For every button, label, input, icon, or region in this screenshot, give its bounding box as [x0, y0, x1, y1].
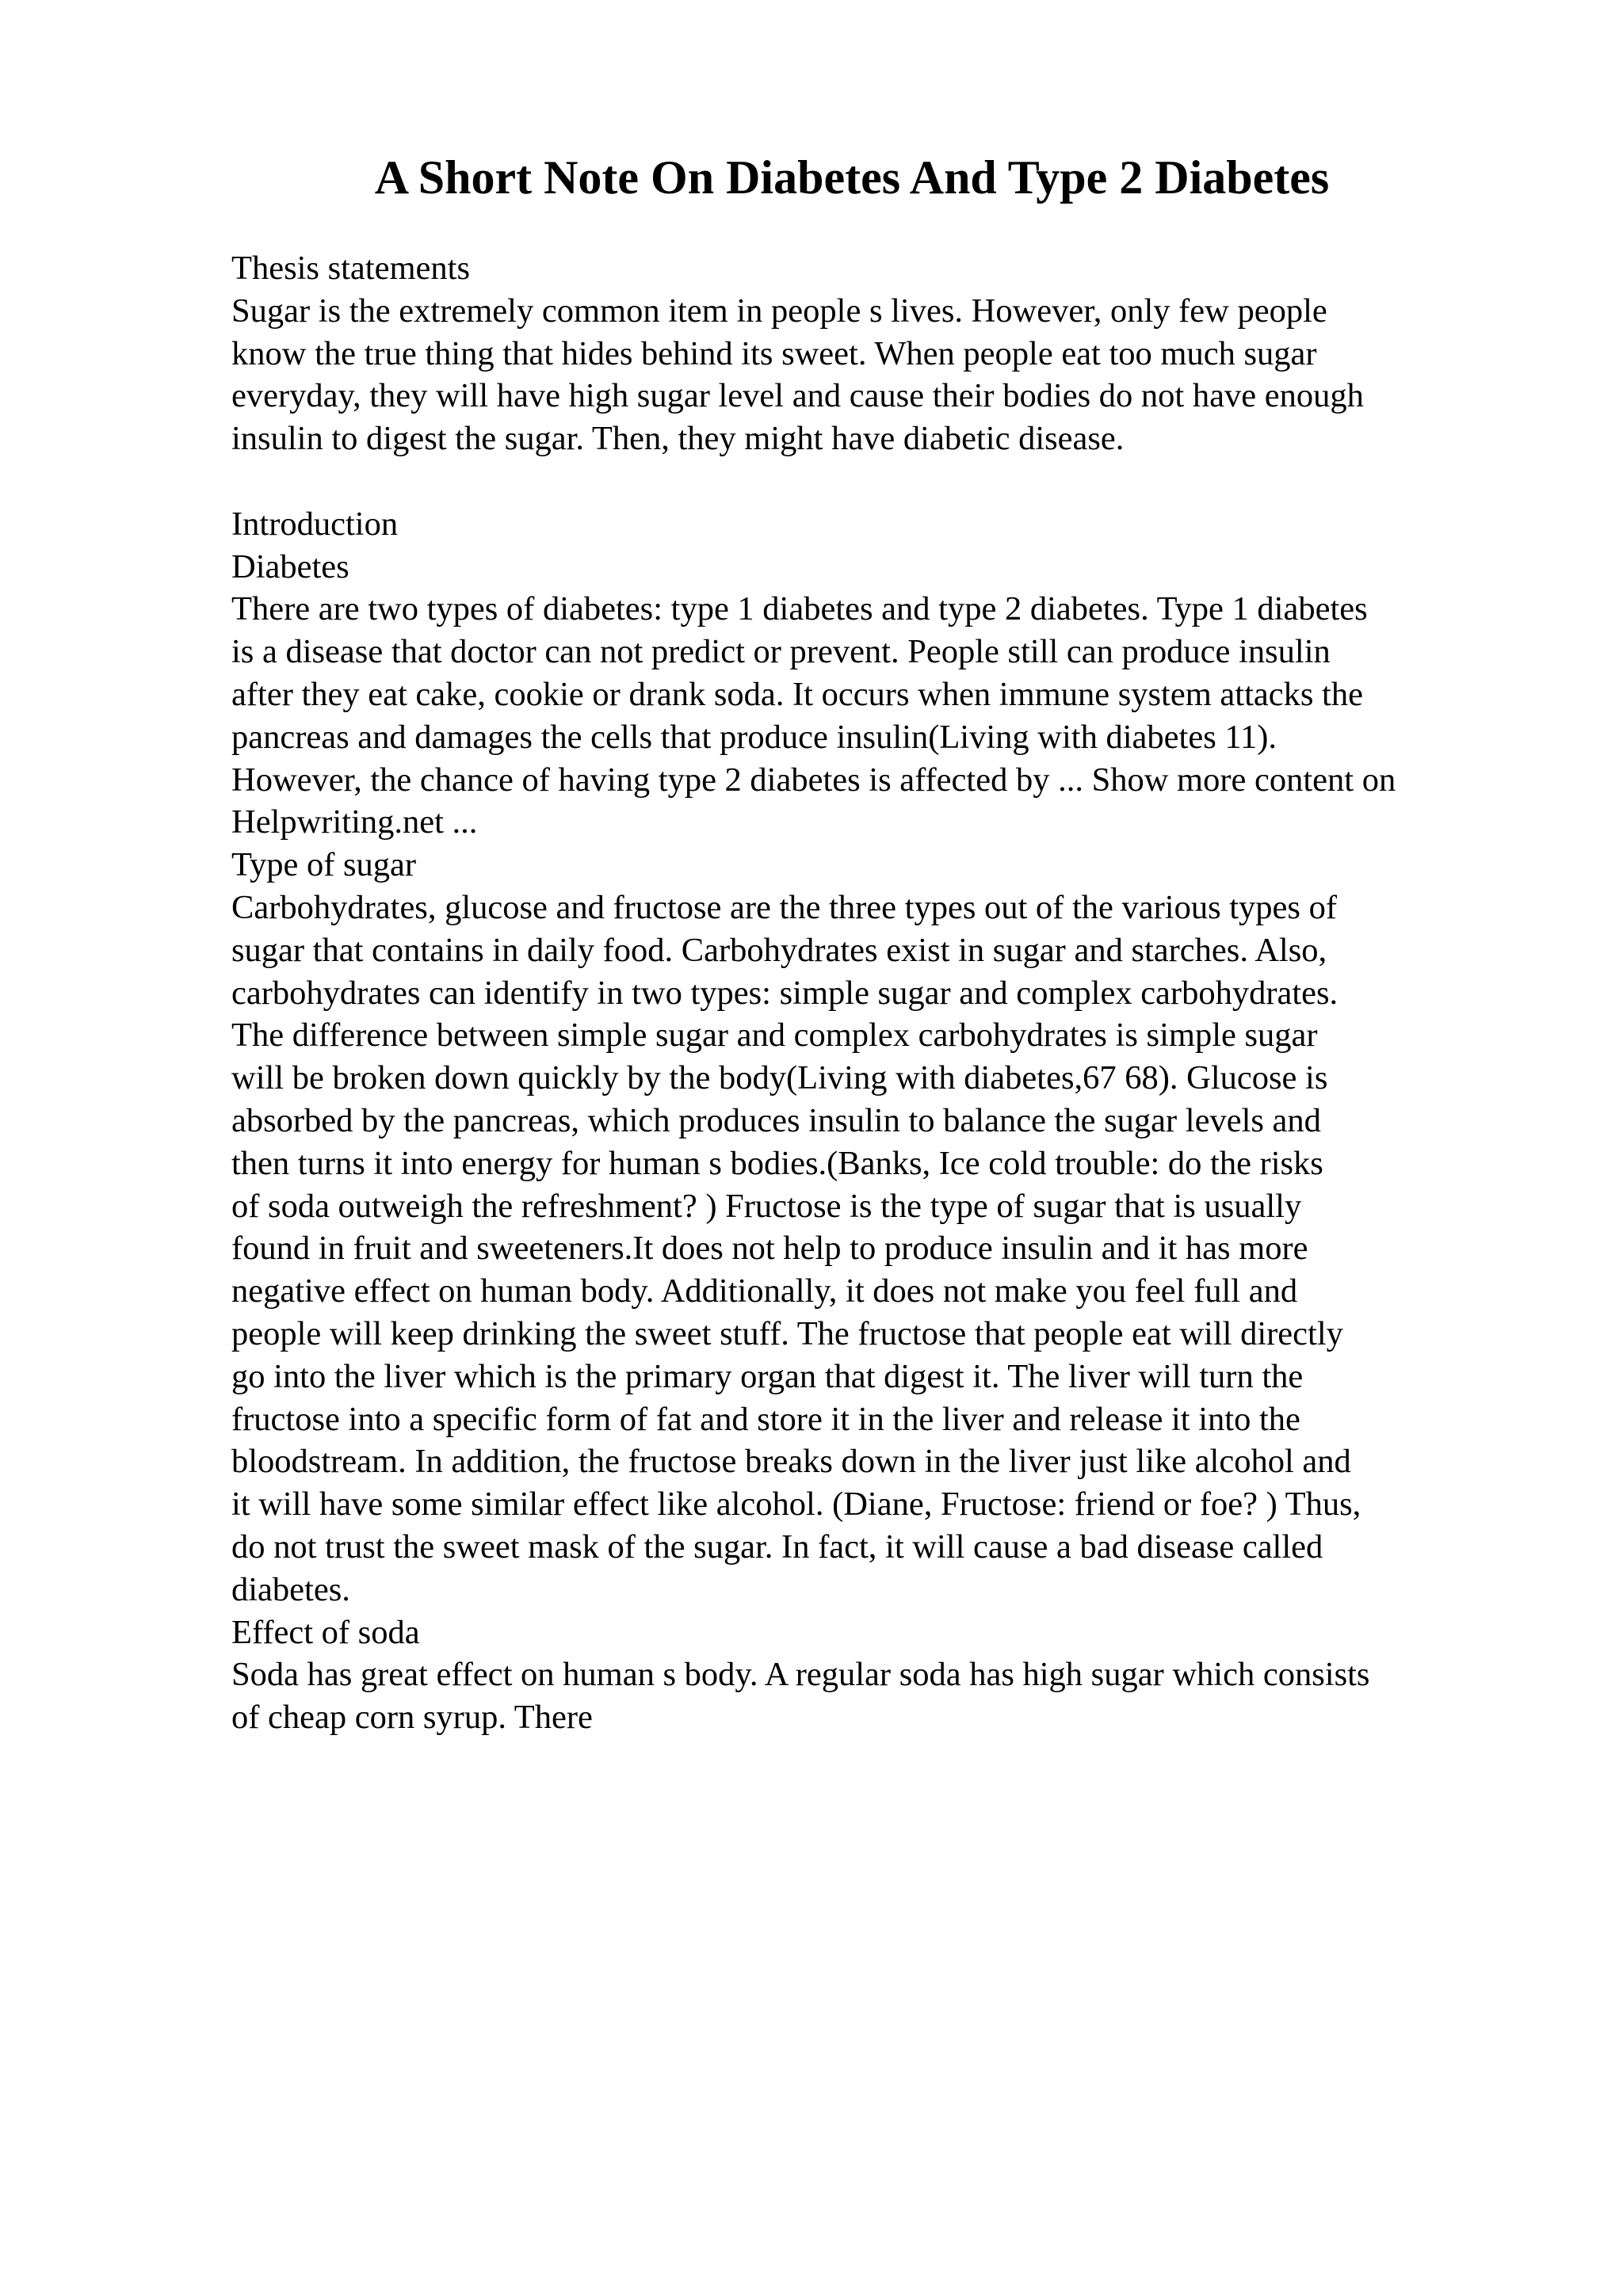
text-line: bloodstream. In addition, the fructose breaks down in the liver just like alcohol and [231, 1443, 1351, 1481]
text-line: it will have some similar effect like alcohol. (Diane, Fructose: friend or foe? ) Thus, [231, 1486, 1361, 1524]
text-line: sugar that contains in daily food. Carbohydrates exist in sugar and starches. Also, [231, 931, 1327, 969]
text-line: is a disease that doctor can not predict or prevent. People still can produce insulin [231, 633, 1331, 671]
text-line: fructose into a specific form of fat and store it in the liver and release it into the [231, 1400, 1300, 1438]
text-line: insulin to digest the sugar. Then, they might have diabetic disease. [231, 420, 1125, 458]
text-line: found in fruit and sweeteners.It does not help to produce insulin and it has more [231, 1230, 1308, 1268]
text-line: absorbed by the pancreas, which produces insulin to balance the sugar levels and [231, 1101, 1321, 1139]
text-line: The difference between simple sugar and complex carbohydrates is simple sugar [231, 1016, 1318, 1055]
text-line: Diabetes [231, 547, 349, 585]
text-line: Effect of soda [231, 1613, 420, 1651]
document-body [231, 247, 1547, 1739]
text-line: people will keep drinking the sweet stuff. The fructose that people eat will directly [231, 1314, 1343, 1352]
text-line: of cheap corn syrup. There [231, 1699, 593, 1737]
text-line: Helpwriting.net ... [231, 803, 478, 841]
text-line: Soda has great effect on human s body. A regular soda has high sugar which consists [231, 1656, 1370, 1694]
text-line: There are two types of diabetes: type 1 diabetes and type 2 diabetes. Type 1 diabetes [231, 590, 1368, 628]
text-line: Carbohydrates, glucose and fructose are the three types out of the various types of [231, 888, 1337, 926]
text-line: Thesis statements [231, 250, 470, 287]
text-line: go into the liver which is the primary organ that digest it. The liver will turn the [231, 1357, 1304, 1395]
text-line: diabetes. [231, 1570, 350, 1608]
text-line: Introduction [231, 505, 399, 543]
document-title: A Short Note On Diabetes And Type 2 Diabetes [374, 151, 1330, 204]
text-line: then turns it into energy for human s bodies.(Banks, Ice cold trouble: do the risks [231, 1144, 1323, 1182]
text-line: Sugar is the extremely common item in people s lives. However, only few people [231, 292, 1327, 330]
blank-line [231, 460, 1547, 503]
text-line: know the true thing that hides behind its sweet. When people eat too much sugar [231, 334, 1317, 372]
text-line: will be broken down quickly by the body(Living with diabetes,67 68). Glucose is [231, 1059, 1328, 1097]
text-line: everyday, they will have high sugar level and cause their bodies do not have enough [231, 377, 1364, 415]
text-line: after they eat cake, cookie or drank soda. It occurs when immune system attacks the [231, 675, 1363, 713]
text-line: of soda outweigh the refreshment? ) Fructose is the type of sugar that is usually [231, 1187, 1302, 1225]
text-line: However, the chance of having type 2 diabetes is affected by ... Show more content on [231, 761, 1396, 799]
text-line: pancreas and damages the cells that produce insulin(Living with diabetes 11). [231, 718, 1277, 756]
text-line: negative effect on human body. Additionally, it does not make you feel full and [231, 1272, 1298, 1310]
text-line: carbohydrates can identify in two types: simple sugar and complex carbohydrates. [231, 974, 1338, 1012]
text-line: do not trust the sweet mask of the sugar. In fact, it will cause a bad disease called [231, 1527, 1323, 1566]
text-line: Type of sugar [231, 846, 417, 884]
